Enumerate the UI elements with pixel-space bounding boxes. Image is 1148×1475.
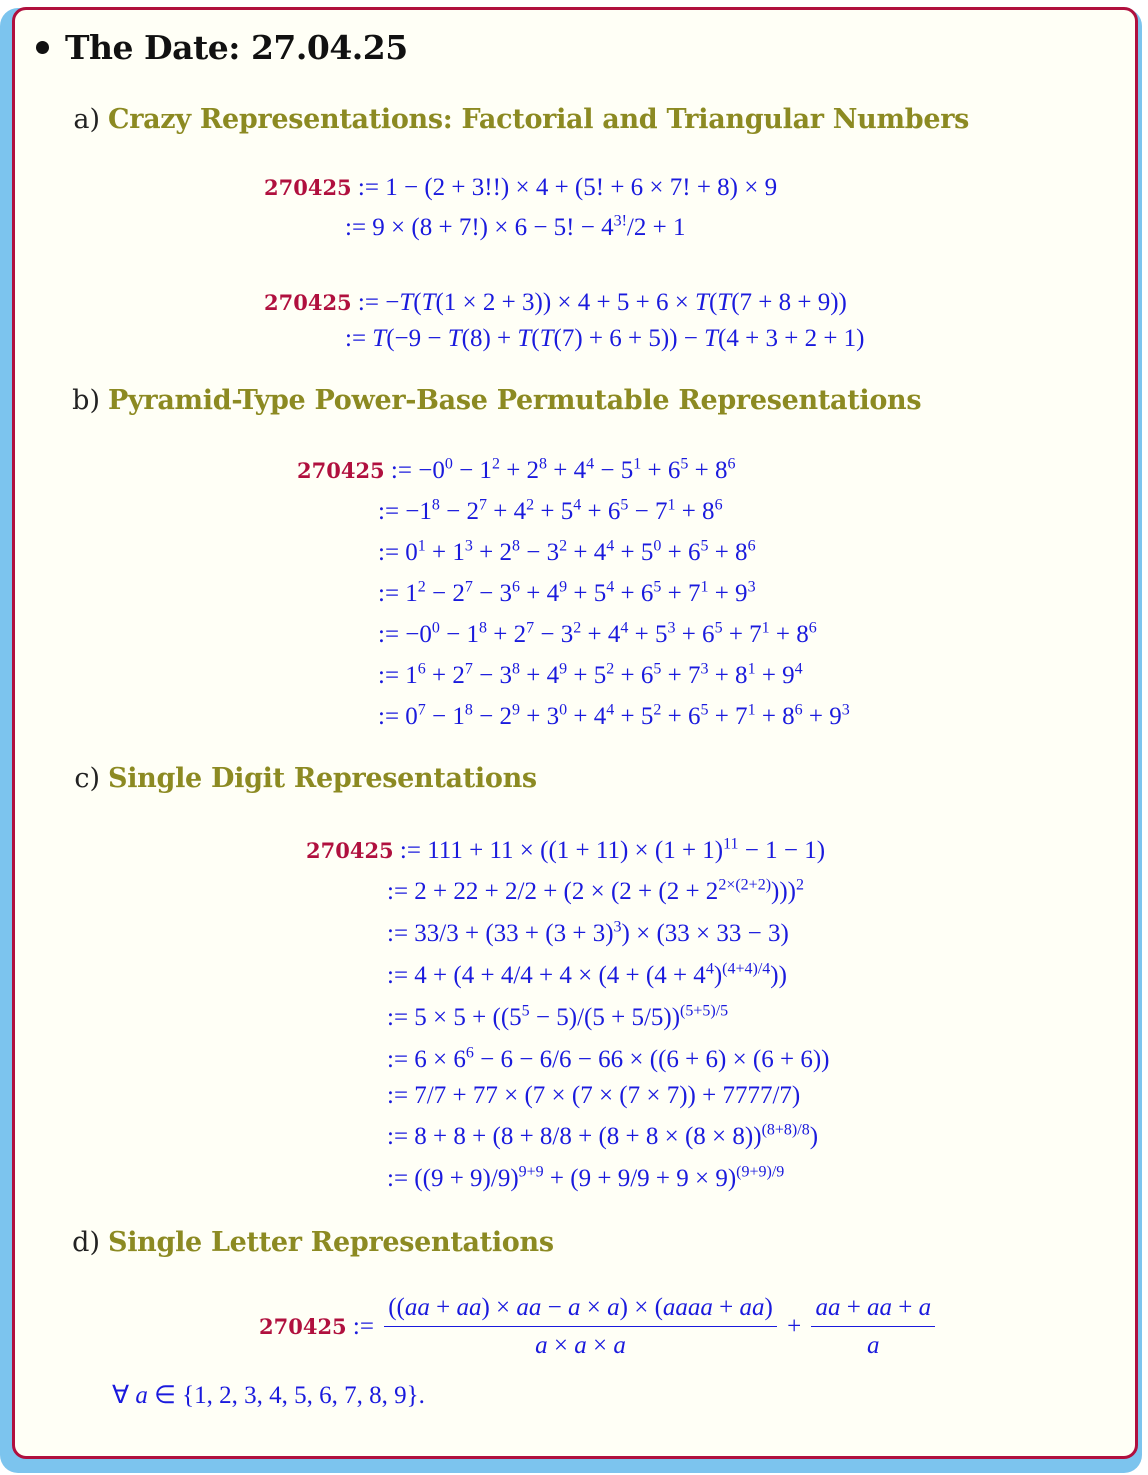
number-label: 270425 — [297, 458, 385, 483]
eq-a-1-expr: := 1 − (2 + 3!!) × 4 + (5! + 6 × 7! + 8) × 9 — [357, 174, 778, 201]
section-d-heading — [60, 1227, 554, 1258]
eq-c-5 — [387, 1002, 729, 1031]
section-a-title: Crazy Representations: Factorial and Triangular Numbers — [108, 104, 970, 135]
eq-a-3-expr: := −T(T(1 × 2 + 3)) × 4 + 5 + 6 × T(T(7 + 8 + 9)) — [357, 289, 847, 316]
eq-b-7 — [378, 701, 850, 730]
eq-c-3-expr: := $33/3 + (33 + (3 + 3)^3) \times (33 \times 33 - 3)$ — [387, 918, 789, 947]
eq-b-7-expr: := $0^7 - 1^8 - 2^9 + 3^0 + 4^4 + 5^2 + 6^5 + 7^1 + 8^6 + 9^3$ — [378, 701, 850, 730]
eq-b-1 — [297, 455, 736, 484]
eq-c-7 — [387, 1083, 800, 1108]
eq-b-4 — [378, 578, 756, 607]
bullet-icon — [36, 41, 49, 54]
section-a-label: a) — [73, 104, 100, 135]
eq-a-4-expr: := T(−9 − T(8) + T(T(7) + 6 + 5)) − T(4 + 3 + 2 + 1) — [345, 325, 865, 352]
eq-b-5 — [378, 619, 817, 648]
eq-a-2 — [345, 212, 686, 241]
fraction-2-denominator: a — [867, 1332, 880, 1359]
number-label: 270425 — [264, 175, 352, 200]
section-a-heading — [60, 104, 969, 135]
forall-statement: ∀ a ∈ {1, 2, 3, 4, 5, 6, 7, 8, 9}. — [112, 1382, 425, 1409]
eq-c-9-expr: := $((9 + 9)/9)^{9+9} + (9 + 9/9 + 9 \times 9)^{(9+9)/9}$ — [387, 1163, 785, 1192]
number-label: 270425 — [306, 838, 394, 863]
eq-b-4-expr: := $1^2 - 2^7 - 3^6 + 4^9 + 5^4 + 6^5 + 7^1 + 9^3$ — [378, 578, 756, 607]
fraction-1-denominator: a × a × a — [535, 1332, 626, 1359]
eq-c-9 — [387, 1163, 785, 1192]
title-text: The Date: 27.04.25 — [65, 28, 408, 67]
assign-symbol: := — [352, 1313, 374, 1340]
fraction-2-numerator: aa + aa + a — [811, 1295, 935, 1327]
eq-c-6-expr: := $6 \times 6^6 - 6 - 6/6 - 66 \times ((6 + 6) \times (6 + 6))$ — [387, 1044, 830, 1073]
eq-c-2-expr: := $2 + 22 + 2/2 + (2 \times (2 + (2 + 2^{2\times(2+2)})))^2$ — [387, 876, 804, 905]
number-label: 270425 — [264, 290, 352, 315]
section-d-title: Single Letter Representations — [108, 1227, 554, 1258]
section-b-label: b) — [72, 385, 100, 416]
eq-c-8 — [387, 1121, 819, 1150]
page-title — [36, 28, 408, 67]
eq-c-8-expr: := $8 + 8 + (8 + 8/8 + (8 + 8 \times (8 \times 8))^{(8+8)/8})$ — [387, 1121, 819, 1150]
eq-c-1 — [306, 835, 826, 864]
eq-b-3 — [378, 537, 756, 566]
section-d-label: d) — [72, 1227, 100, 1258]
section-c-heading — [60, 763, 537, 794]
eq-a-3 — [264, 290, 847, 315]
fraction-1-numerator: ((aa + aa) × aa − a × a) × (aaaa + aa) — [384, 1295, 777, 1327]
section-c-title: Single Digit Representations — [108, 763, 537, 794]
eq-c-7-expr: := 7/7 + 77 × (7 × (7 × (7 × 7)) + 7777/7) — [387, 1082, 801, 1109]
eq-b-6 — [378, 660, 803, 689]
eq-b-2 — [378, 496, 723, 525]
eq-b-6-expr: := $1^6 + 2^7 - 3^8 + 4^9 + 5^2 + 6^5 + 7^3 + 8^1 + 9^4$ — [378, 660, 803, 689]
eq-c-4-expr: := $4 + (4 + 4/4 + 4 \times (4 + (4 + 4^4)^{(4+4)/4}))$ — [387, 960, 787, 989]
eq-c-2 — [387, 876, 804, 905]
fraction-1 — [384, 1295, 777, 1358]
eq-a-2-expr: := 9 × (8 + 7!) × 6 − 5! − $4^{3!}/2 + 1$ — [345, 212, 686, 241]
plus-symbol: + — [787, 1313, 802, 1340]
section-b-heading — [60, 385, 921, 416]
eq-c-3 — [387, 918, 789, 947]
section-b-title: Pyramid-Type Power-Base Permutable Representations — [108, 385, 922, 416]
number-label: 270425 — [259, 1314, 347, 1339]
section-c-label: c) — [74, 763, 100, 794]
eq-b-2-expr: := $-1^8 - 2^7 + 4^2 + 5^4 + 6^5 - 7^1 + 8^6$ — [378, 496, 723, 525]
eq-c-1-expr: := $111 + 11 \times ((1 + 11) \times (1 + 1)^{11} - 1 - 1)$ — [399, 835, 826, 864]
eq-d-1 — [259, 1295, 939, 1358]
eq-a-1 — [264, 175, 777, 200]
eq-a-4 — [345, 326, 865, 351]
eq-b-5-expr: := $-0^0 - 1^8 + 2^7 - 3^2 + 4^4 + 5^3 + 6^5 + 7^1 + 8^6$ — [378, 619, 817, 648]
eq-c-5-expr: := $5 \times 5 + ((5^5 - 5)/(5 + 5/5))^{(5+5)/5}$ — [387, 1002, 729, 1031]
eq-b-1-expr: := $-0^0 - 1^2 + 2^8 + 4^4 - 5^1 + 6^5 + 8^6$ — [390, 455, 736, 484]
eq-b-3-expr: := $0^1 + 1^3 + 2^8 - 3^2 + 4^4 + 5^0 + 6^5 + 8^6$ — [378, 537, 756, 566]
eq-c-4 — [387, 960, 787, 989]
eq-c-6 — [387, 1044, 830, 1073]
fraction-2 — [811, 1295, 935, 1358]
